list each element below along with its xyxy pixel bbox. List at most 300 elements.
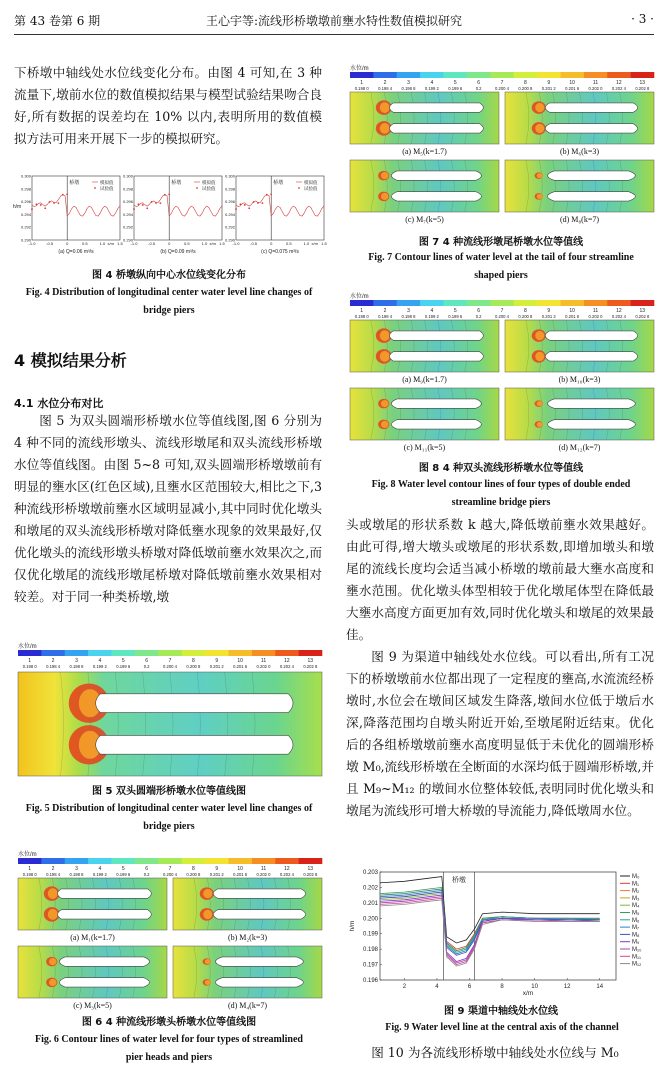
colorbar-value: 0.198 0 xyxy=(354,86,369,91)
colorbar-value: 0.201 2 xyxy=(209,872,224,877)
colorbar-index: 1 xyxy=(28,658,32,664)
figure-4 xyxy=(12,172,327,264)
backwater-core xyxy=(49,958,57,965)
page-number: · 3 · xyxy=(631,12,654,26)
pier-body xyxy=(547,399,635,408)
colorbar-swatch xyxy=(252,858,276,864)
fig4-exp-point xyxy=(248,207,250,209)
panel-label: (c) M₇(k=5) xyxy=(405,215,444,224)
colorbar-swatch xyxy=(252,650,276,656)
fig4-xtick: 1.0 xyxy=(201,241,208,246)
colorbar-index: 11 xyxy=(260,658,267,664)
colorbar-swatch xyxy=(182,650,206,656)
fig4-ytick: 0.298 xyxy=(224,186,235,192)
colorbar-value: 0.200 4 xyxy=(163,664,177,669)
colorbar-value: 0.198 0 xyxy=(22,664,37,669)
colorbar-value: 0.202 8 xyxy=(303,664,318,669)
pier-body xyxy=(391,399,481,408)
fig4-exp-point xyxy=(244,204,246,206)
contour-panel xyxy=(350,92,499,144)
colorbar-swatch xyxy=(444,300,468,306)
colorbar-swatch xyxy=(397,300,421,306)
colorbar-swatch xyxy=(631,72,655,78)
fig4-panel-label: (c) Q=0.075 m³/s xyxy=(261,249,299,255)
fig4-ytick: 0.294 xyxy=(224,211,235,217)
pier-body xyxy=(391,192,481,201)
fig9-pier-label: 桥墩 xyxy=(451,877,466,884)
fig4-exp-point xyxy=(40,204,42,206)
fig4-xtick: 0.5 xyxy=(184,241,190,246)
fig4-legend-dot xyxy=(298,187,300,189)
pier-body xyxy=(390,331,484,340)
colorbar-index: 4 xyxy=(430,308,434,314)
colorbar-value: 0.202 4 xyxy=(611,314,626,319)
colorbar-value: 0.199 6 xyxy=(448,314,463,319)
colorbar-index: 10 xyxy=(569,80,575,86)
fig4-legend-exp: 试验值 xyxy=(100,186,114,191)
colorbar-value: 0.202 8 xyxy=(635,86,650,91)
pier-body xyxy=(545,331,637,340)
fig4-exp-point xyxy=(66,193,68,195)
colorbar-value: 0.202 4 xyxy=(279,664,294,669)
colorbar-index: 3 xyxy=(407,308,410,314)
colorbar-unit: 水位/m xyxy=(18,644,37,650)
colorbar-value: 0.202 0 xyxy=(256,872,271,877)
right-paragraph-3-text: 图 10 为各流线形桥墩中轴线处水位线与 M₀ xyxy=(371,1045,619,1060)
pier-body xyxy=(213,910,305,919)
fig4-xtick: -0.5 xyxy=(46,241,54,246)
left-paragraph-2-text: 图 5 为双头圆端形桥墩水位等值线图,图 6 分别为 4 种不同的流线形墩头、流线形墩尾和双头流线形桥墩水位等值线图。由图 5~8 可知,双头圆端形桥墩墩前有明显的壅水区(红色区域),且壅水区范围较大,相比之下,3 种流线形桥墩墩前壅水区域明显减小,其中同时优化墩头和墩尾的双头流线形桥墩对降低壅水现象的效果最好,仅优化墩头的流线形墩头桥墩对降低墩前壅水效果次之,而仅优化墩尾的流线形墩尾桥墩对降低墩前壅水效果相对较差。对于同一种类桥墩,墩 xyxy=(14,413,322,604)
backwater-core xyxy=(535,331,544,340)
contour-panel xyxy=(505,388,654,440)
fig9-caption-en: Fig. 9 Water level line at the central axis of the channel xyxy=(385,1022,619,1033)
colorbar-index: 7 xyxy=(500,80,504,86)
colorbar-swatch xyxy=(299,650,323,656)
colorbar-index: 2 xyxy=(383,308,387,314)
fig4-xtick: 0 xyxy=(66,241,69,246)
pier-body xyxy=(547,171,635,180)
colorbar-swatch xyxy=(18,858,42,864)
colorbar-index: 6 xyxy=(477,80,481,86)
fig9-ytick-label: 0.198 xyxy=(362,947,378,954)
fig4-xtick: 0 xyxy=(168,241,171,246)
colorbar-swatch xyxy=(158,650,182,656)
fig9-axes xyxy=(380,872,616,980)
backwater-core xyxy=(203,910,212,919)
fig9-legend-label: M₂ xyxy=(632,888,640,895)
fig9-xtick-label: 12 xyxy=(563,984,571,990)
colorbar-index: 11 xyxy=(592,80,599,86)
colorbar-index: 6 xyxy=(145,866,149,872)
fig4-exp-point xyxy=(44,207,46,209)
colorbar-index: 4 xyxy=(98,866,102,872)
fig4-xtick: -1.0 xyxy=(28,241,36,246)
backwater-core xyxy=(535,124,544,133)
fig4-exp-point xyxy=(155,202,157,204)
colorbar-value: 0.201 6 xyxy=(233,872,248,877)
colorbar-value: 0.201 2 xyxy=(209,664,224,669)
backwater-core xyxy=(381,172,389,179)
colorbar-index: 9 xyxy=(547,308,551,314)
colorbar-value: 0.2 xyxy=(475,86,482,91)
colorbar-value: 0.202 0 xyxy=(256,664,271,669)
colorbar-index: 11 xyxy=(592,308,599,314)
fig4-panel xyxy=(13,174,124,256)
colorbar-swatch xyxy=(537,72,561,78)
pier-body xyxy=(58,910,152,919)
fig4-xtick: -0.5 xyxy=(250,241,258,246)
colorbar-index: 10 xyxy=(569,308,575,314)
fig4-exp-point xyxy=(270,193,272,195)
fig4-xtick: 0 xyxy=(270,241,273,246)
colorbar-value: 0.199 2 xyxy=(424,86,439,91)
backwater-core xyxy=(205,959,211,964)
colorbar-index: 12 xyxy=(616,80,622,86)
colorbar-value: 0.198 4 xyxy=(378,86,393,91)
colorbar-swatch xyxy=(490,72,514,78)
colorbar-value: 0.198 4 xyxy=(46,664,61,669)
colorbar-swatch xyxy=(560,72,584,78)
fig8-caption-cn: 图 8 4 种双头流线形桥墩水位等值线 xyxy=(418,463,584,474)
pier-body xyxy=(391,171,481,180)
colorbar-swatch xyxy=(350,300,374,306)
colorbar-swatch xyxy=(514,72,538,78)
colorbar-value: 0.198 8 xyxy=(401,86,416,91)
colorbar-swatch xyxy=(228,650,252,656)
fig4-ytick: 0.296 xyxy=(224,199,235,205)
fig4-exp-point xyxy=(49,201,51,203)
colorbar-index: 5 xyxy=(453,80,457,86)
colorbar-swatch xyxy=(65,650,89,656)
fig9-legend-label: M₁₀ xyxy=(632,947,642,953)
fig4-pier-label: 桥墩 xyxy=(69,180,80,186)
pier-body xyxy=(213,889,305,898)
fig9-legend-label: M₃ xyxy=(632,895,640,902)
colorbar-index: 5 xyxy=(453,308,457,314)
colorbar-value: 0.201 6 xyxy=(233,664,248,669)
colorbar-value: 0.199 6 xyxy=(116,664,131,669)
left-paragraph-1-text: 下桥墩中轴线处水位线变化分布。由图 4 可知,在 3 种流量下,墩前水位的数值模拟结果与模型试验结果吻合良好,所有数据的误差均在 10% 以内,表明所用的数值模拟方法可用来开展下一步的模拟研究。 xyxy=(14,65,322,146)
backwater-core xyxy=(48,888,58,899)
colorbar-value: 0.201 6 xyxy=(565,314,580,319)
fig4-xtick: -1.0 xyxy=(232,241,240,246)
fig5-caption-en: Fig. 5 Distribution of longitudinal center water level line changes of bridge piers xyxy=(25,803,313,832)
colorbar-unit: 水位/m xyxy=(18,852,37,858)
colorbar-swatch xyxy=(373,72,397,78)
right-paragraph-1 xyxy=(346,514,654,646)
fig9-series-line xyxy=(380,892,600,952)
contour-panel xyxy=(173,878,322,930)
fig4-ytick: 0.294 xyxy=(122,211,133,217)
fig4-exp-point xyxy=(168,193,170,195)
fig4-ylabel: h/m xyxy=(12,204,22,210)
fig4-exp-point xyxy=(133,208,135,210)
fig4-caption-en: Fig. 4 Distribution of longitudinal center water level line changes of bridge piers xyxy=(25,287,313,316)
backwater-core xyxy=(205,980,211,985)
fig4-ytick: 0.290 xyxy=(20,237,31,243)
colorbar-swatch xyxy=(18,650,42,656)
running-title: 王心宇等:流线形桥墩墩前壅水特性数值模拟研究 xyxy=(205,14,463,28)
pier-body xyxy=(545,124,637,133)
backwater-core xyxy=(537,194,543,199)
fig4-pier-label: 桥墩 xyxy=(273,180,284,186)
colorbar-swatch xyxy=(537,300,561,306)
colorbar-index: 9 xyxy=(215,866,219,872)
colorbar-value: 0.202 4 xyxy=(279,872,294,877)
fig4-exp-point xyxy=(266,194,268,196)
figure-5 xyxy=(14,640,326,780)
fig4-panel xyxy=(123,174,226,256)
right-paragraph-2 xyxy=(346,646,654,822)
colorbar-index: 12 xyxy=(284,866,290,872)
fig4-xtick: 1.5 xyxy=(219,241,225,246)
colorbar-swatch xyxy=(444,72,468,78)
fig9-ytick-label: 0.199 xyxy=(362,931,378,938)
colorbar-swatch xyxy=(135,858,159,864)
fig4-ytick: 0.292 xyxy=(20,224,31,230)
backwater-core xyxy=(380,330,390,341)
fig4-exp-point xyxy=(36,203,38,205)
fig4-xtick: 1.5 xyxy=(117,241,123,246)
fig4-legend-sim: 模拟值 xyxy=(202,180,216,185)
colorbar-swatch xyxy=(275,650,299,656)
colorbar-value: 0.198 0 xyxy=(22,872,37,877)
fig9-legend-label: M₇ xyxy=(632,925,640,932)
colorbar-swatch xyxy=(182,858,206,864)
colorbar-index: 3 xyxy=(407,80,410,86)
fig4-legend-sim: 模拟值 xyxy=(304,180,318,185)
backwater-core xyxy=(537,422,543,427)
section-4-heading: 4 模拟结果分析 xyxy=(14,351,127,370)
colorbar-value: 0.198 0 xyxy=(354,314,369,319)
colorbar-swatch xyxy=(41,858,65,864)
fig9-series-line xyxy=(380,897,600,963)
colorbar-index: 7 xyxy=(500,308,504,314)
fig4-ytick: 0.294 xyxy=(20,211,31,217)
panel-label: (b) M₆(k=3) xyxy=(559,147,600,156)
fig4-ytick: 0.298 xyxy=(20,186,31,192)
panel-label: (a) M₅(k=1.7) xyxy=(402,147,447,156)
fig9-legend-label: M₅ xyxy=(632,910,640,917)
fig4-exp-point xyxy=(138,203,140,205)
fig4-exp-point xyxy=(235,208,237,210)
colorbar-swatch xyxy=(275,858,299,864)
colorbar-swatch xyxy=(490,300,514,306)
colorbar-swatch xyxy=(420,300,444,306)
fig4-xtick: 0.5 xyxy=(82,241,88,246)
panel-label: (a) M₁(k=1.7) xyxy=(70,933,115,942)
figure-6 xyxy=(14,848,326,1010)
colorbar-index: 1 xyxy=(360,80,364,86)
fig4-ytick: 0.298 xyxy=(122,186,133,192)
colorbar-value: 0.200 8 xyxy=(186,872,201,877)
contour-panel xyxy=(18,878,167,930)
panel-label: (c) M₁₁(k=5) xyxy=(403,443,446,452)
contour-panel xyxy=(505,92,654,144)
fig9-legend-label: M₄ xyxy=(632,903,640,910)
colorbar-value: 0.202 8 xyxy=(635,314,650,319)
colorbar-swatch xyxy=(467,72,491,78)
colorbar-index: 2 xyxy=(383,80,387,86)
colorbar-index: 9 xyxy=(547,80,551,86)
fig9-ytick-label: 0.201 xyxy=(362,900,378,907)
fig4-xtick: -0.5 xyxy=(148,241,156,246)
section-4-1-heading: 4.1 水位分布对比 xyxy=(14,397,104,410)
colorbar-value: 0.201 6 xyxy=(565,86,580,91)
fig4-exp-point xyxy=(262,202,264,204)
pier-body xyxy=(390,352,484,361)
fig9-series-line xyxy=(380,894,600,954)
fig9-ytick-label: 0.197 xyxy=(362,962,378,969)
fig4-pier-label: 桥墩 xyxy=(171,180,182,186)
right-paragraph-3 xyxy=(346,1042,654,1064)
fig9-xtick-label: 6 xyxy=(467,984,472,990)
colorbar-value: 0.200 8 xyxy=(518,314,533,319)
colorbar-swatch xyxy=(205,650,229,656)
colorbar-index: 8 xyxy=(191,866,195,872)
colorbar-swatch xyxy=(631,300,655,306)
left-paragraph-1 xyxy=(14,62,322,150)
colorbar-swatch xyxy=(584,300,608,306)
panel-label: (d) M₁₂(k=7) xyxy=(558,443,601,452)
fig4-xtick: -1.0 xyxy=(130,241,138,246)
fig9-ytick-label: 0.196 xyxy=(362,978,378,984)
fig6-caption-en: Fig. 6 Contour lines of water level for four types of streamlined pier heads and piers xyxy=(35,1034,303,1063)
fig4-ytick: 0.290 xyxy=(122,237,133,243)
colorbar-swatch xyxy=(205,858,229,864)
colorbar-value: 0.198 4 xyxy=(46,872,61,877)
colorbar-swatch xyxy=(420,72,444,78)
fig4-xtick: 0.5 xyxy=(286,241,292,246)
backwater-core xyxy=(48,909,58,920)
panel-label: (a) M₉(k=1.7) xyxy=(402,375,447,384)
colorbar-index: 3 xyxy=(75,658,78,664)
colorbar-index: 6 xyxy=(477,308,481,314)
colorbar-value: 0.199 6 xyxy=(116,872,131,877)
fig5-caption-cn: 图 5 双头圆端形桥墩水位等值线图 xyxy=(92,786,246,797)
fig9-legend-label: M₁ xyxy=(632,881,640,888)
colorbar-index: 2 xyxy=(51,658,55,664)
colorbar-index: 12 xyxy=(284,658,290,664)
colorbar-swatch xyxy=(299,858,323,864)
colorbar-index: 13 xyxy=(639,308,646,314)
fig4-sim-line xyxy=(236,195,324,216)
colorbar-index: 1 xyxy=(28,866,32,872)
fig9-ylabel: h/m xyxy=(349,920,356,932)
fig4-exp-point xyxy=(160,202,162,204)
colorbar-index: 8 xyxy=(191,658,195,664)
colorbar-swatch xyxy=(350,72,374,78)
backwater-core xyxy=(537,401,543,406)
colorbar-value: 0.201 2 xyxy=(541,314,556,319)
colorbar-value: 0.198 4 xyxy=(378,314,393,319)
fig4-exp-point xyxy=(142,204,144,206)
colorbar-index: 13 xyxy=(639,80,646,86)
fig9-xlabel: x/m xyxy=(522,990,534,997)
pier-body xyxy=(390,103,484,112)
panel-label: (b) M₁₀(k=3) xyxy=(558,375,601,384)
fig9-xtick-label: 4 xyxy=(435,984,439,990)
colorbar-value: 0.198 8 xyxy=(69,664,84,669)
colorbar-swatch xyxy=(88,858,112,864)
pier-body xyxy=(96,694,293,713)
fig4-exp-point xyxy=(146,207,148,209)
fig9-xtick-label: 8 xyxy=(500,984,504,990)
fig9-legend-label: M₁₂ xyxy=(632,961,642,968)
fig4-panel-label: (b) Q=0.09 m³/s xyxy=(160,249,196,255)
colorbar-index: 10 xyxy=(237,866,243,872)
fig4-legend-exp: 试验值 xyxy=(202,186,216,191)
backwater-core xyxy=(381,421,389,428)
fig4-xtick: 1.5 xyxy=(321,241,327,246)
fig4-exp-point xyxy=(58,202,60,204)
fig9-legend-label: M₉ xyxy=(632,939,640,946)
fig4-legend-sim: 模拟值 xyxy=(100,180,114,185)
issue-label: 第 43 卷第 6 期 xyxy=(14,14,101,28)
fig9-series-line xyxy=(380,900,600,966)
colorbar-value: 0.199 2 xyxy=(92,872,107,877)
fig4-ytick: 0.292 xyxy=(122,224,133,230)
fig4-panel xyxy=(225,174,328,256)
fig4-exp-point xyxy=(240,203,242,205)
colorbar-swatch xyxy=(41,650,65,656)
fig9-ytick-label: 0.200 xyxy=(362,916,378,923)
backwater-core xyxy=(203,889,212,898)
panel-label: (c) M₃(k=5) xyxy=(73,1001,112,1010)
colorbar-index: 7 xyxy=(168,658,172,664)
fig9-legend-label: M₆ xyxy=(632,917,640,924)
colorbar-value: 0.200 4 xyxy=(495,86,509,91)
fig4-xlabel: x/m xyxy=(107,241,114,246)
colorbar-swatch xyxy=(135,650,159,656)
colorbar-unit: 水位/m xyxy=(350,294,369,300)
pier-body xyxy=(59,957,149,966)
backwater-core xyxy=(381,400,389,407)
fig8-caption-en: Fig. 8 Water level contour lines of four types of double ended streamline bridge piers xyxy=(371,479,631,508)
backwater-core xyxy=(535,352,544,361)
pier-body xyxy=(391,420,481,429)
colorbar-index: 7 xyxy=(168,866,172,872)
fig4-exp-point xyxy=(257,202,259,204)
fig4-ytick: 0.296 xyxy=(20,199,31,205)
colorbar-swatch xyxy=(514,300,538,306)
colorbar-swatch xyxy=(607,300,631,306)
colorbar-value: 0.199 2 xyxy=(424,314,439,319)
fig7-caption-cn: 图 7 4 种流线形墩尾桥墩水位等值线 xyxy=(418,237,584,248)
fig4-legend-dot xyxy=(94,187,96,189)
fig9-legend-label: M₈ xyxy=(632,932,640,939)
colorbar-value: 0.200 4 xyxy=(163,872,177,877)
fig4-ytick: 0.300 xyxy=(20,173,31,179)
right-paragraph-2-text: 图 9 为渠道中轴线处水位线。可以看出,所有工况下的桥墩墩前水位都出现了一定程度的壅高,水流流经桥墩时,水位会在墩间区域发生降落,墩间水位低于墩后水深,降落范围均自墩头附近开始,至墩尾附近结束。优化后的各组桥墩墩前壅水高度明显低于未优化的圆端形桥墩 M₀,流线形桥墩在全断面的水深均低于圆端形桥墩,并且 M₉~M₁₂ 的墩间水位整体较低,表明同时优化墩头和墩尾为流线形可增大桥墩的导流能力,降低墩周水位。 xyxy=(346,649,654,818)
pier-body xyxy=(215,957,303,966)
contour-panel xyxy=(350,320,499,372)
fig9-ytick-label: 0.203 xyxy=(362,870,378,876)
fig4-xlabel: x/m xyxy=(209,241,216,246)
colorbar-index: 13 xyxy=(307,658,314,664)
colorbar-index: 9 xyxy=(215,658,219,664)
pier-body xyxy=(547,420,635,429)
colorbar-swatch xyxy=(112,650,136,656)
colorbar-swatch xyxy=(560,300,584,306)
fig4-exp-point xyxy=(53,202,55,204)
colorbar-index: 12 xyxy=(616,308,622,314)
fig4-exp-point xyxy=(62,194,64,196)
pier-body xyxy=(96,735,293,754)
fig6-caption-cn: 图 6 4 种流线形墩头桥墩水位等值线图 xyxy=(81,1017,257,1028)
pier-body xyxy=(547,192,635,201)
colorbar-index: 4 xyxy=(98,658,102,664)
